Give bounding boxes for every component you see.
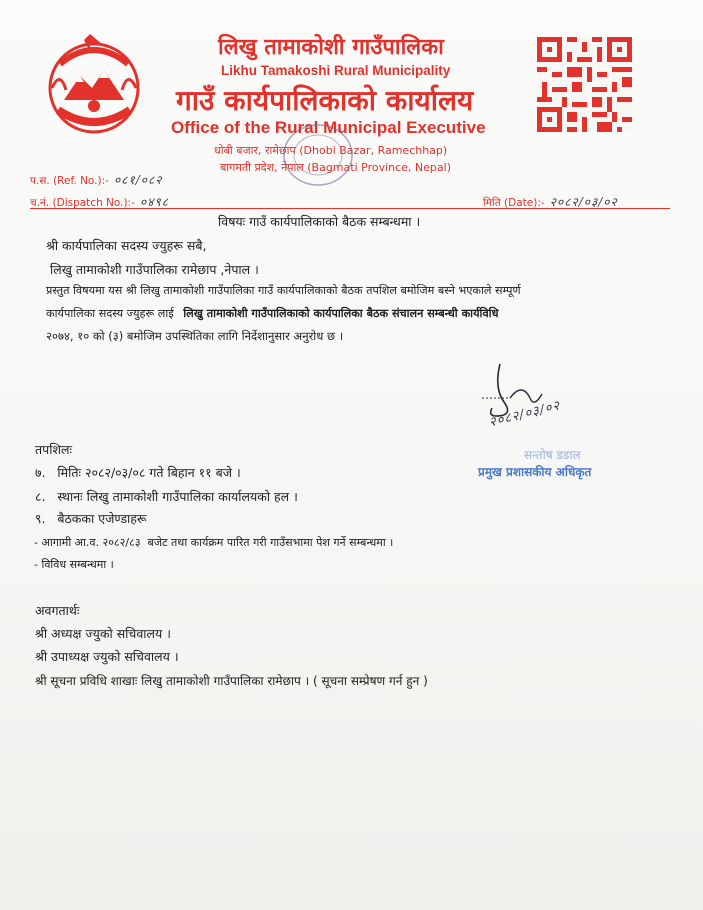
- cc-heading: अवगतार्थः: [35, 603, 80, 618]
- signatory-designation: प्रमुख प्रशासकीय अधिकृत: [478, 465, 592, 479]
- signatory-name: सन्तोष डडाल: [524, 448, 581, 462]
- dispatch-value: ०४९८: [140, 195, 169, 209]
- office-name-en: Office of the Rural Municipal Executive: [171, 118, 486, 137]
- cc-item: श्री सूचना प्रविधि शाखाः लिखु तामाकोशी गाउँपालिका रामेछाप । ( सूचना सम्प्रेषण गर्न हुन ): [35, 674, 428, 688]
- cc-item: श्री उपाध्यक्ष ज्युको सचिवालय ।: [35, 649, 179, 664]
- office-stamp-icon: [278, 120, 358, 190]
- ref-number: [30, 169, 163, 188]
- date-label: मिति (Date):-: [483, 197, 545, 209]
- nepal-emblem-icon: [40, 30, 148, 140]
- ref-label: प.स. (Ref. No.):-: [30, 175, 109, 187]
- salutation-line-2: लिखु तामाकोशी गाउँपालिका रामेछाप ,नेपाल ।: [50, 262, 259, 277]
- paragraph-line-2-part-b: लिखु तामाकोशी गाउँपालिकाको कार्यपालिका बैठक संचालन सम्बन्धी कार्यविधि: [183, 307, 499, 320]
- subject-line: विषयः गाउँ कार्यपालिकाको बैठक सम्बन्धमा ।: [218, 214, 421, 229]
- details-heading: तपशिलः: [35, 442, 72, 457]
- municipality-name-en: Likhu Tamakoshi Rural Municipality: [221, 63, 451, 78]
- details-item: ८. स्थानः लिखु तामाकोशी गाउँपालिका कार्यालयको हल ।: [35, 489, 298, 504]
- qr-code-icon: [537, 37, 632, 132]
- paragraph-line-1: प्रस्तुत विषयमा यस श्री लिखु तामाकोशी गाउँपालिका गाउँ कार्यपालिकाको बैठक तपशिल बमोजिम बस्ने भएकाले सम्पूर्ण: [46, 284, 521, 297]
- header-divider: [30, 208, 670, 209]
- dispatch-label: च.नं. (Dispatch No.):-: [30, 197, 135, 209]
- agenda-item: - विविध सम्बन्धमा ।: [34, 558, 114, 571]
- address-line-1: धोबी बजार, रामेछाप (Dhobi Bazar, Ramechhap): [214, 144, 448, 157]
- details-item: ९. बैठकका एजेण्डाहरू: [35, 511, 147, 526]
- paragraph-line-2: [46, 306, 498, 321]
- paragraph-line-2-part-a: कार्यपालिका सदस्य ज्युहरू लाई: [46, 307, 174, 320]
- ref-value: ०८१/०८२: [114, 173, 163, 187]
- salutation-line-1: श्री कार्यपालिका सदस्य ज्युहरू सबै,: [46, 238, 207, 253]
- cc-item: श्री अध्यक्ष ज्युको सचिवालय ।: [35, 626, 171, 641]
- signed-date: २०८२/०३/०२: [487, 398, 562, 431]
- agenda-item: - आगामी आ.व. २०८२/८३ बजेट तथा कार्यक्रम पारित गरी गाउँसभामा पेश गर्ने सम्बन्धमा ।: [34, 536, 394, 549]
- office-name-np: गाउँ कार्यपालिकाको कार्यालय: [176, 84, 474, 117]
- details-item: ७. मितिः २०८२/०३/०८ गते बिहान ११ बजे ।: [35, 465, 241, 480]
- address-line-2: बागमती प्रदेश, नेपाल (Bagmati Province, Nepal): [220, 161, 451, 174]
- paragraph-line-3: २०७४, १० को (३) बमोजिम उपस्थितिका लागि निर्देशानुसार अनुरोध छ ।: [46, 329, 344, 343]
- date-value: २०८२/०३/०२: [549, 195, 618, 209]
- municipality-name-np: लिखु तामाकोशी गाउँपालिका: [218, 35, 444, 60]
